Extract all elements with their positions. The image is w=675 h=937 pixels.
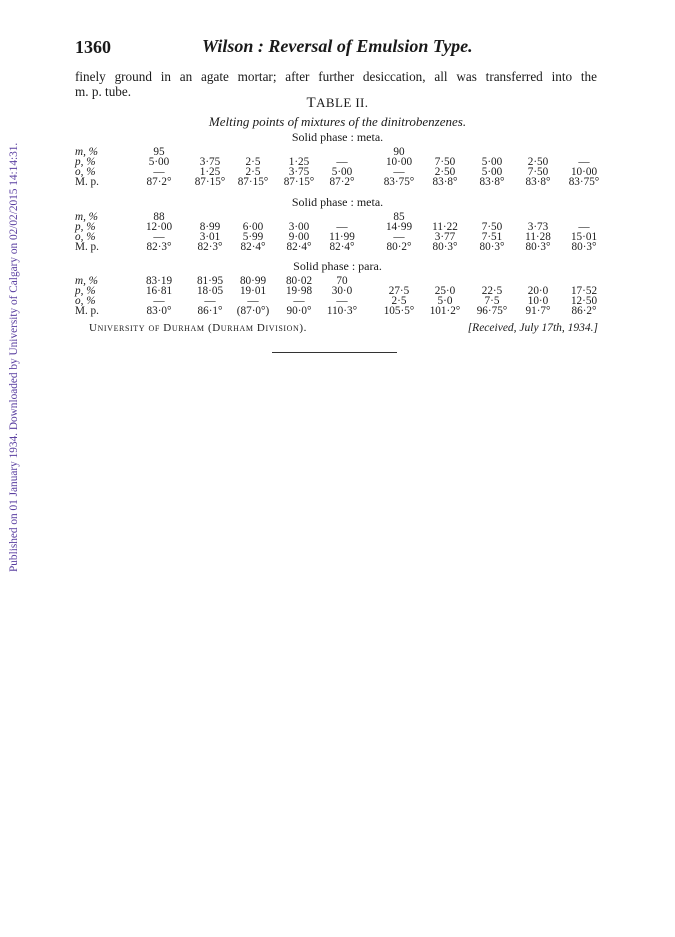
table-cell: 82·4° (240, 241, 266, 253)
row-label: m, % (75, 211, 98, 223)
table-cell: 3·00 (288, 221, 310, 233)
table-cell: — (578, 221, 590, 233)
page-number: 1360 (75, 37, 111, 57)
affiliation: University of Durham (Durham Division). (89, 322, 308, 334)
table-cell: 83·19 (145, 275, 173, 287)
table-cell: 82·3° (197, 241, 223, 253)
row-label: m, % (75, 275, 98, 287)
table-cell: 80·3° (432, 241, 458, 253)
table-cell: 110·3° (326, 305, 358, 317)
table-cell: 3·01 (199, 231, 221, 243)
row-label: o, % (75, 231, 96, 243)
running-title: Wilson : Reversal of Emulsion Type. (202, 36, 473, 56)
table-cell: 19·98 (285, 285, 313, 297)
intro-line-2: m. p. tube. (75, 84, 132, 99)
row-label: M. p. (75, 241, 99, 253)
download-watermark (0, 142, 20, 572)
table-cell: 3·77 (434, 231, 456, 243)
table-cell: 16·81 (145, 285, 173, 297)
intro-line-1: finely ground in an agate mortar; after further desiccation, all was transferred into the (75, 69, 597, 84)
table-cell: 14·99 (385, 221, 413, 233)
table-cell: 22·5 (481, 285, 503, 297)
table-cell: 83·0° (146, 305, 172, 317)
table-cell: — (393, 166, 405, 178)
table-cell: 15·01 (570, 231, 598, 243)
table-cell: 101·2° (429, 305, 461, 317)
table-cell: 83·75° (568, 176, 600, 188)
table-cell: — (336, 156, 348, 168)
table-cell: 81·95 (196, 275, 224, 287)
table-cell: — (293, 295, 305, 307)
table-cell: 95 (153, 146, 165, 158)
row-label: p, % (75, 285, 96, 297)
table-cell: — (393, 231, 405, 243)
table-cell: 11·22 (432, 221, 458, 233)
row-label: M. p. (75, 176, 99, 188)
table-cell: 30·0 (331, 285, 353, 297)
table-cell: 11·28 (525, 231, 551, 243)
table-title-initial: T (306, 95, 317, 111)
row-label: o, % (75, 295, 96, 307)
table-cell: — (204, 295, 216, 307)
table-cell: 7·51 (481, 231, 503, 243)
table-cell: 12·50 (570, 295, 598, 307)
table-cell: 70 (336, 275, 348, 287)
table-cell: 105·5° (383, 305, 415, 317)
table-cell: 2·5 (245, 156, 261, 168)
table-cell: 3·75 (199, 156, 221, 168)
row-label: m, % (75, 146, 98, 158)
table-row (75, 241, 595, 253)
table-cell: 9·00 (288, 231, 310, 243)
table-cell: 7·50 (434, 156, 456, 168)
table-cell: (87·0°) (236, 305, 270, 317)
table-cell: 86·1° (197, 305, 223, 317)
table-cell: — (153, 231, 165, 243)
table-cell: 87·2° (146, 176, 172, 188)
table-cell: 5·00 (481, 156, 503, 168)
table-cell: 80·3° (571, 241, 597, 253)
table-cell: 80·3° (525, 241, 551, 253)
row-label: p, % (75, 156, 96, 168)
table-cell: 6·00 (242, 221, 264, 233)
table-cell: 87·15° (237, 176, 269, 188)
table-cell: 83·75° (383, 176, 415, 188)
table-cell: 10·00 (385, 156, 413, 168)
table-cell: 27·5 (388, 285, 410, 297)
table-cell: 7·5 (484, 295, 500, 307)
table-cell: 80·02 (285, 275, 313, 287)
table-cell: 8·99 (199, 221, 221, 233)
phase-heading: Solid phase : meta. (291, 130, 384, 144)
table-cell: — (336, 221, 348, 233)
table-cell: 3·75 (288, 166, 310, 178)
table-cell: 96·75° (476, 305, 508, 317)
table-cell: 2·5 (391, 295, 407, 307)
table-cell: 83·8° (432, 176, 458, 188)
table-cell: 2·50 (527, 156, 549, 168)
table-cell: 85 (393, 211, 405, 223)
table-cell: 90·0° (286, 305, 312, 317)
table-cell: 5·99 (242, 231, 264, 243)
table-cell: 82·3° (146, 241, 172, 253)
table-cell: 5·00 (481, 166, 503, 178)
table-cell: 5·00 (148, 156, 170, 168)
table-cell: — (247, 295, 259, 307)
table-cell: 80·99 (239, 275, 267, 287)
table-cell: — (153, 166, 165, 178)
table-cell: 90 (393, 146, 405, 158)
table-cell: 18·05 (196, 285, 224, 297)
table-cell: 5·0 (437, 295, 453, 307)
table-cell: 2·50 (434, 166, 456, 178)
table-cell: 2·5 (245, 166, 261, 178)
table-cell: — (153, 295, 165, 307)
phase-heading: Solid phase : meta. (291, 195, 384, 209)
table-cell: 80·3° (479, 241, 505, 253)
table-cell: — (578, 156, 590, 168)
table-cell: 10·0 (527, 295, 549, 307)
watermark-text: Published on 01 January 1934. Downloaded by University of Calgary on 02/02/2015 14:14:31. (8, 142, 20, 572)
table-cell: 87·2° (329, 176, 355, 188)
table-cell: 82·4° (329, 241, 355, 253)
table-cell: 91·7° (525, 305, 551, 317)
table-caption: Melting points of mixtures of the dinitrobenzenes. (208, 114, 467, 129)
table-cell: 12·00 (145, 221, 173, 233)
table-title (0, 95, 675, 112)
table-title-rest: ABLE II. (316, 95, 369, 110)
table-cell: 10·00 (570, 166, 598, 178)
received-date: [Received, July 17th, 1934.] (467, 322, 598, 334)
table-cell: 7·50 (481, 221, 503, 233)
table-cell: 80·2° (386, 241, 412, 253)
row-label: p, % (75, 221, 96, 233)
table-cell: 83·8° (525, 176, 551, 188)
table-cell: 87·15° (283, 176, 315, 188)
table-cell: 25·0 (434, 285, 456, 297)
table-cell: 86·2° (571, 305, 597, 317)
table-row (75, 176, 600, 188)
table-cell: 20·0 (527, 285, 549, 297)
end-rule (272, 352, 397, 353)
table-cell: 11·99 (329, 231, 355, 243)
table-cell: 17·52 (570, 285, 598, 297)
table-cell: 88 (153, 211, 165, 223)
table-cell: 5·00 (331, 166, 353, 178)
row-label: M. p. (75, 305, 99, 317)
table-cell: 82·4° (286, 241, 312, 253)
table-row (75, 305, 595, 317)
row-label: o, % (75, 166, 96, 178)
table-cell: 1·25 (199, 166, 221, 178)
table-cell: 3·73 (527, 221, 549, 233)
table-cell: 19·01 (239, 285, 267, 297)
phase-heading: Solid phase : para. (293, 259, 382, 273)
table-cell: 1·25 (288, 156, 310, 168)
table-cell: — (336, 295, 348, 307)
table-cell: 87·15° (194, 176, 226, 188)
table-cell: 7·50 (527, 166, 549, 178)
table-cell: 83·8° (479, 176, 505, 188)
